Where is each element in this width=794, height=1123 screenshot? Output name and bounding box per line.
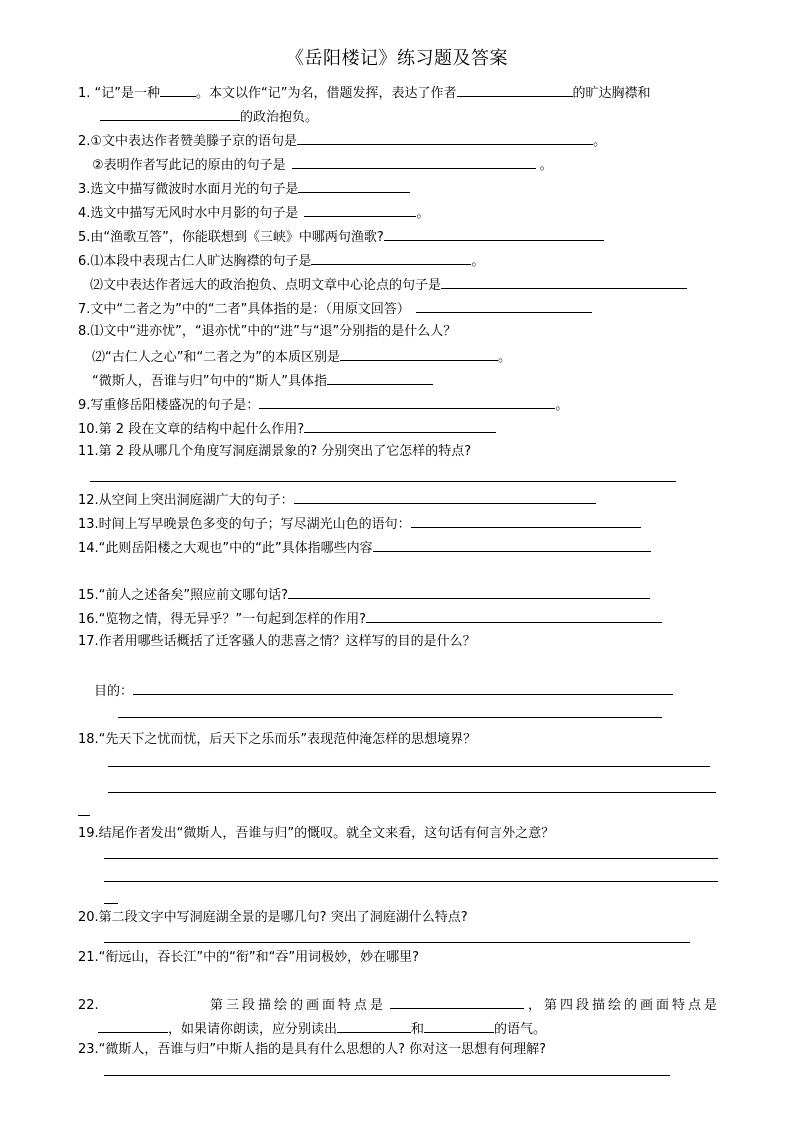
- question-12: [78, 491, 596, 509]
- q22-blank-2[interactable]: [98, 1020, 168, 1033]
- question-2a: [78, 132, 606, 150]
- q16-blank[interactable]: [366, 610, 662, 623]
- q5-text: 5.由“渔歌互答”，你能联想到《三峡》中哪两句渔歌?: [78, 230, 384, 245]
- q15-blank[interactable]: [288, 586, 650, 599]
- question-5: [78, 228, 604, 246]
- question-19: [78, 826, 554, 842]
- q8a-text: 8.⑴文中“进亦忧”，“退亦忧”中的“进”与“退”分别指的是什么人？: [78, 324, 457, 339]
- question-11: [78, 444, 471, 460]
- q13-text: 13.时间上写早晚景色多变的句子；写尽湖光山色的语句：: [78, 517, 411, 532]
- q17-aim-label: 目的：: [94, 684, 134, 699]
- q2b-blank[interactable]: [292, 156, 536, 169]
- q23-text: 23.“微斯人，吾谁与归”中斯人指的是具有什么思想的人? 你对这一思想有何理解?: [78, 1042, 547, 1057]
- q19-text: 19.结尾作者发出“微斯人，吾谁与归”的慨叹。就全文来看，这句话有何言外之意？: [78, 826, 555, 841]
- q15-text: 15.“前人之述备矣”照应前文哪句话?: [78, 588, 289, 603]
- q2b-end: 。: [539, 158, 553, 173]
- question-21: [78, 950, 419, 966]
- question-17-aim: [94, 682, 673, 700]
- q4-end: 。: [416, 206, 430, 221]
- q4-text: 4.选文中描写无风时水中月影的句子是: [78, 206, 299, 221]
- q22-blank-4[interactable]: [424, 1020, 494, 1033]
- question-1: [78, 84, 651, 102]
- q22-number: 22.: [78, 998, 99, 1013]
- q1-blank-2[interactable]: [457, 84, 573, 97]
- q6b-text: ⑵文中表达作者远大的政治抱负、点明文章中心论点的句子是: [90, 278, 442, 293]
- q17-aim-blank[interactable]: [133, 682, 673, 695]
- q22-text-a: 第三段描绘的画面特点是: [209, 998, 386, 1013]
- q18-text: 18.“先天下之忧而忧，后天下之乐而乐”表现范仲淹怎样的思想境界？: [78, 732, 477, 747]
- q18-answer-stub[interactable]: [78, 815, 90, 816]
- q22-line-1: [210, 996, 720, 1014]
- q23-answer-line[interactable]: [104, 1075, 670, 1076]
- q7-blank[interactable]: [416, 300, 592, 313]
- q11-text: 11.第 2 段从哪几个角度写洞庭湖景象的? 分别突出了它怎样的特点?: [78, 444, 472, 459]
- q16-text: 16.“览物之情，得无异乎？”一句起到怎样的作用?: [78, 612, 367, 627]
- q19-answer-line-1[interactable]: [104, 858, 718, 859]
- q19-answer-line-2[interactable]: [104, 881, 718, 882]
- question-16: [78, 610, 662, 628]
- q3-blank[interactable]: [298, 180, 410, 193]
- question-7: [78, 300, 592, 318]
- q12-blank[interactable]: [294, 491, 596, 504]
- q1-text-c: 的旷达胸襟和: [572, 86, 651, 101]
- q6a-text: 6.⑴本段中表现古仁人旷达胸襟的句子是: [78, 254, 312, 269]
- q22-text-e: 的语气。: [494, 1022, 547, 1037]
- q8b-text: ⑵“古仁人之心”和“二者之为”的本质区别是: [92, 350, 340, 365]
- q20-answer-line[interactable]: [104, 942, 690, 943]
- q6b-blank[interactable]: [441, 276, 687, 289]
- q1-blank-1[interactable]: [160, 84, 196, 97]
- q2b-text: ②表明作者写此记的原由的句子是: [92, 158, 286, 173]
- q22-text-b: ，第四段描绘的画面特点是: [527, 998, 720, 1013]
- q6a-end: 。: [471, 254, 485, 269]
- question-22-cont: [98, 1020, 546, 1038]
- question-4: [78, 204, 429, 222]
- question-1-cont: [100, 108, 318, 126]
- q2a-blank[interactable]: [297, 132, 593, 145]
- q12-text: 12.从空间上突出洞庭湖广大的句子：: [78, 493, 294, 508]
- question-6a: [78, 252, 484, 270]
- q1-text-b: 。本文以作“记”为名，借题发挥，表达了作者: [196, 86, 457, 101]
- q22-text-c: ，如果请你朗读，应分别读出: [168, 1022, 338, 1037]
- q14-blank[interactable]: [373, 539, 651, 552]
- q8b-blank[interactable]: [340, 348, 498, 361]
- q8c-text: “微斯人，吾谁与归”句中的“斯人”具体指: [92, 374, 327, 389]
- q19-answer-stub[interactable]: [104, 903, 118, 904]
- question-6b: [90, 276, 687, 294]
- q10-blank[interactable]: [304, 420, 496, 433]
- question-8b: [92, 348, 511, 366]
- q18-answer-line-1[interactable]: [108, 766, 710, 767]
- question-3: [78, 180, 410, 198]
- q13-blank[interactable]: [411, 515, 641, 528]
- q3-text: 3.选文中描写微波时水面月光的句子是: [78, 182, 299, 197]
- question-13: [78, 515, 641, 533]
- q17-answer-line[interactable]: [118, 717, 662, 718]
- q6a-blank[interactable]: [311, 252, 471, 265]
- question-18: [78, 732, 476, 748]
- question-17: [78, 634, 476, 650]
- q21-text: 21.“衔远山，吞长江”中的“衔”和“吞”用词极妙，妙在哪里?: [78, 950, 419, 965]
- q8c-blank[interactable]: [327, 372, 433, 385]
- q4-blank[interactable]: [304, 204, 416, 217]
- q18-answer-line-2[interactable]: [108, 792, 716, 793]
- q20-text: 20.第二段文字中写洞庭湖全景的是哪几句? 突出了洞庭湖什么特点?: [78, 910, 468, 925]
- q8b-end: 。: [497, 350, 511, 365]
- page-title: 《岳阳楼记》练习题及答案: [286, 48, 508, 69]
- q7-text: 7.文中“二者之为”中的“二者”具体指的是：（用原文回答）: [78, 302, 410, 317]
- q2a-end: 。: [593, 134, 607, 149]
- q22-blank-1[interactable]: [390, 996, 524, 1009]
- question-10: [78, 420, 496, 438]
- q14-text: 14.“此则岳阳楼之大观也”中的“此”具体指哪些内容: [78, 541, 373, 556]
- q9-end: 。: [555, 398, 569, 413]
- q17-text: 17.作者用哪些话概括了迁客骚人的悲喜之情？这样写的目的是什么？: [78, 634, 476, 649]
- question-9: [78, 396, 568, 414]
- q22-text-d: 和: [411, 1022, 425, 1037]
- q2a-text: 2.①文中表达作者赞美滕子京的语句是: [78, 134, 298, 149]
- question-20: [78, 910, 468, 926]
- q5-blank[interactable]: [384, 228, 604, 241]
- question-22: [78, 996, 720, 1014]
- q9-text: 9.写重修岳阳楼盛况的句子是：: [78, 398, 260, 413]
- question-8a: [78, 324, 456, 340]
- question-2b: [92, 156, 553, 174]
- q10-text: 10.第 2 段在文章的结构中起什么作用?: [78, 422, 305, 437]
- question-14: [78, 539, 651, 557]
- q1-text-d: 的政治抱负。: [240, 110, 319, 125]
- q1-text-a: 1. “记”是一种: [78, 86, 161, 101]
- question-8c: [92, 372, 433, 390]
- question-15: [78, 586, 650, 604]
- q22-blank-3[interactable]: [337, 1020, 411, 1033]
- q11-answer-line[interactable]: [90, 481, 676, 482]
- question-23: [78, 1042, 546, 1058]
- q9-blank[interactable]: [259, 396, 555, 409]
- q1-blank-3[interactable]: [100, 108, 240, 121]
